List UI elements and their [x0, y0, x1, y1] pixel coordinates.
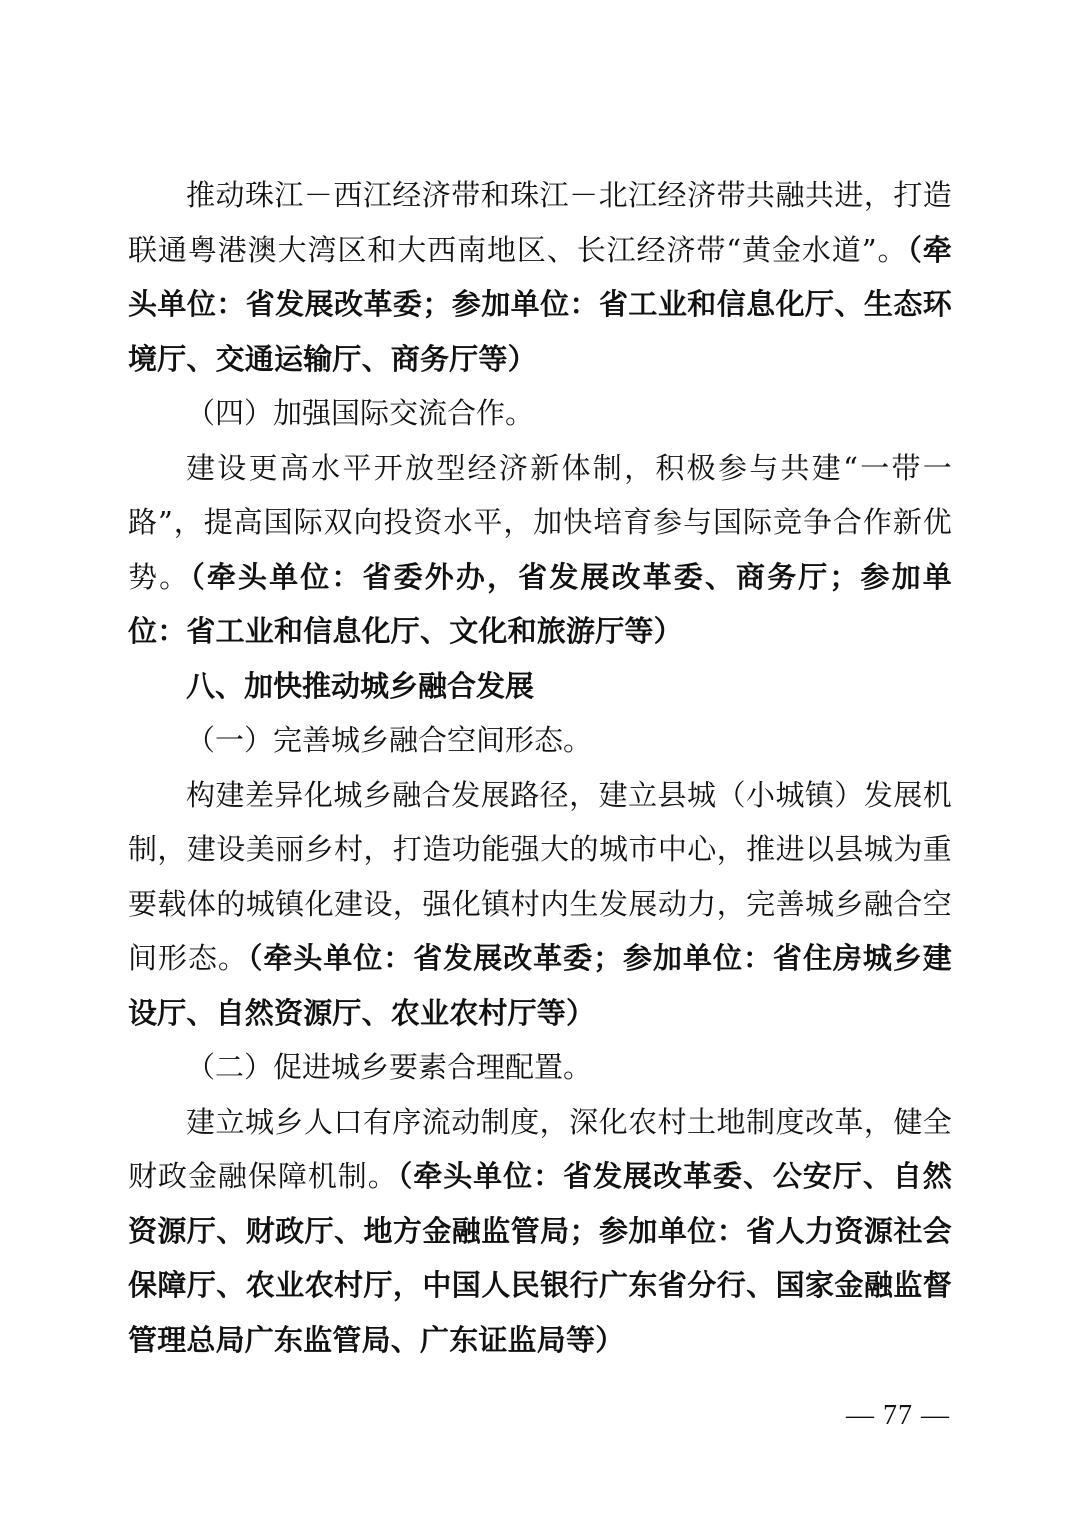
page-number: — 77 —	[846, 1400, 950, 1431]
subsection-title-international-exchange: （四）加强国际交流合作。	[186, 396, 535, 430]
paragraph-pearl-river-economic-belt	[128, 168, 952, 386]
paragraph-population-flow	[128, 1095, 952, 1368]
section-heading-urban-rural: 八、加快推动城乡融合发展	[186, 668, 535, 703]
responsible-units: （牵头单位：省发展改革委；参加单位：省工业和信息化厅、生态环境厅、交通运输厅、商务厅等）	[128, 232, 952, 376]
subsection-title-spatial-form: （一）完善城乡融合空间形态。	[186, 723, 593, 757]
paragraph-open-economy	[128, 441, 952, 659]
paragraph-urban-rural-path	[128, 768, 952, 1041]
responsible-units: （牵头单位：省发展改革委、公安厅、自然资源厅、财政厅、地方金融监管局；参加单位：省人力资源社会保障厅、农业农村厅，中国人民银行广东省分行、国家金融监督管理总局广东监管局、广东证监局等）	[128, 1159, 952, 1357]
paragraph-text: 推动珠江－西江经济带和珠江－北江经济带共融共进，打造联通粤港澳大湾区和大西南地区、长江经济带“黄金水道”。	[128, 178, 952, 267]
paragraph-text: 构建差异化城乡融合发展路径，建立县城（小城镇）发展机制，建设美丽乡村，打造功能强大的城市中心，推进以县城为重要载体的城镇化建设，强化镇村内生发展动力，完善城乡融合空间形态。	[128, 777, 952, 975]
paragraph-text: 建设更高水平开放型经济新体制，积极参与共建“一带一路”，提高国际双向投资水平，加快培育参与国际竞争合作新优势。	[128, 450, 952, 594]
responsible-units: （牵头单位：省委外办，省发展改革委、商务厅；参加单位：省工业和信息化厅、文化和旅游厅等）	[128, 559, 952, 648]
subsection-title-factor-allocation: （二）促进城乡要素合理配置。	[186, 1050, 593, 1084]
paragraph-text: 建立城乡人口有序流动制度，深化农村土地制度改革，健全财政金融保障机制。	[128, 1104, 952, 1193]
responsible-units: （牵头单位：省发展改革委；参加单位：省住房城乡建设厅、自然资源厅、农业农村厅等）	[128, 941, 952, 1030]
document-body	[128, 168, 952, 1367]
